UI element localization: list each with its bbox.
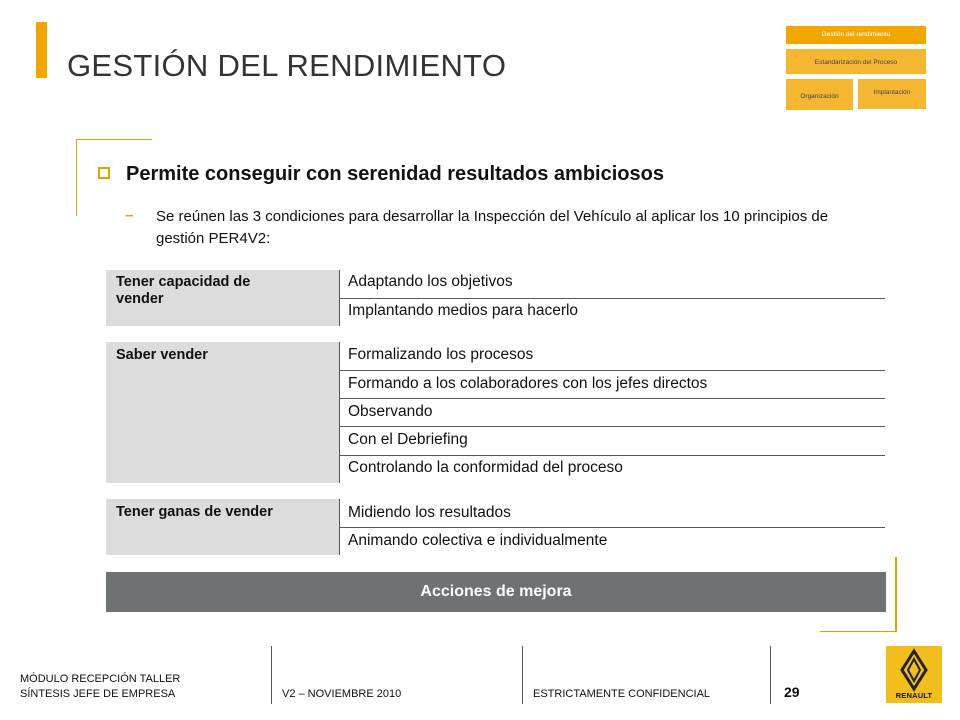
table-row: Implantando medios para hacerlo xyxy=(348,302,579,319)
group-label-ganas xyxy=(106,499,339,555)
group-label-text: Saber vender xyxy=(116,347,208,363)
footer-separator xyxy=(770,646,771,704)
group-label-saber xyxy=(106,342,339,483)
table-row: Adaptando los objetivos xyxy=(348,273,513,290)
footer-version: V2 – NOVIEMBRE 2010 xyxy=(282,688,402,700)
page-title: GESTIÓN DEL RENDIMIENTO xyxy=(67,48,507,83)
main-bullet: Permite conseguir con serenidad resultados ambiciosos xyxy=(126,163,664,185)
row-separator xyxy=(340,298,885,299)
table-row: Con el Debriefing xyxy=(348,431,468,448)
title-accent-bar xyxy=(36,22,47,78)
footer-confidential: ESTRICTAMENTE CONFIDENCIAL xyxy=(533,688,711,700)
table-row: Controlando la conformidad del proceso xyxy=(348,459,623,476)
square-bullet-icon xyxy=(98,167,110,179)
nav-organizacion: Organización xyxy=(786,79,853,110)
table-row: Formalizando los procesos xyxy=(348,346,534,363)
footer-module: MÓDULO RECEPCIÓN TALLER xyxy=(20,673,181,685)
table-row: Observando xyxy=(348,403,433,420)
row-separator xyxy=(340,455,885,456)
table-row: Formando a los colaboradores con los jefes directos xyxy=(348,375,708,392)
group-label-text: Tener capacidad de vender xyxy=(116,274,251,307)
bracket-top-left-horizontal xyxy=(76,139,152,140)
nav-estandarizacion: Estandarización del Proceso xyxy=(786,49,926,74)
dash-bullet-icon: – xyxy=(125,207,134,224)
row-separator xyxy=(340,398,885,399)
page-number: 29 xyxy=(784,684,800,700)
table-row: Midiendo los resultados xyxy=(348,504,511,521)
footer-separator xyxy=(522,646,523,704)
nav-gestion-rendimiento: Gestión del rendimiento xyxy=(786,26,926,44)
footer-separator xyxy=(271,646,272,704)
renault-diamond-icon xyxy=(886,646,942,692)
row-separator xyxy=(340,527,885,528)
sub-bullet: Se reúnen las 3 condiciones para desarrollar la Inspección del Vehículo al aplicar los 10 principios de gestión PER4V2: xyxy=(156,208,829,247)
row-separator xyxy=(340,370,885,371)
group-label-text: Tener ganas de vender xyxy=(116,504,273,520)
row-separator xyxy=(340,426,885,427)
bracket-bottom-right-vertical xyxy=(895,557,897,632)
bracket-bottom-right-horizontal xyxy=(820,631,897,632)
nav-implantacion: Implantación xyxy=(858,79,926,109)
bracket-top-left-vertical xyxy=(76,139,77,216)
renault-wordmark: RENAULT xyxy=(895,691,933,700)
renault-logo xyxy=(886,646,942,703)
acciones-de-mejora-banner: Acciones de mejora xyxy=(106,572,886,612)
footer-subtitle: SÍNTESIS JEFE DE EMPRESA xyxy=(20,688,176,700)
table-row: Animando colectiva e individualmente xyxy=(348,532,608,549)
group-label-capacidad xyxy=(106,270,339,326)
